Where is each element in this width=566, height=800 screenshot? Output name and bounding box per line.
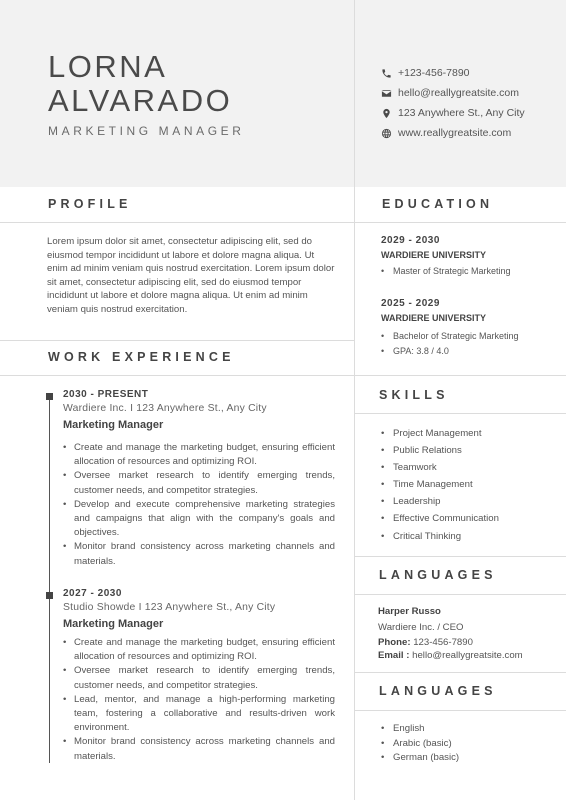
skills-top-divider <box>355 375 566 376</box>
timeline-marker <box>46 592 53 599</box>
job-date: 2030 - PRESENT <box>63 389 149 400</box>
job-company: Studio Showde I 123 Anywhere St., Any City <box>63 602 276 613</box>
list-item: • Oversee market research to identify emerging trends, customer needs, and competitor strategies. <box>63 664 335 692</box>
email-label: Email : <box>378 650 410 661</box>
languages-heading: LANGUAGES <box>379 684 497 698</box>
education-details <box>381 266 511 276</box>
languages-divider <box>355 710 566 711</box>
contact-website <box>381 127 511 139</box>
list-item: • Lead, mentor, and manage a high-performing marketing team, fostering a collaborative and results-driven work environment. <box>63 693 335 736</box>
website-text: www.reallygreatsite.com <box>398 127 512 139</box>
education-divider <box>355 222 566 223</box>
email-text: hello@reallygreatsite.com <box>398 87 519 99</box>
education-heading: EDUCATION <box>382 197 494 211</box>
skills-divider <box>355 413 566 414</box>
skill-item: • Time Management <box>381 476 499 493</box>
job-responsibilities <box>63 441 335 569</box>
name-last: ALVARADO <box>48 83 233 118</box>
list-item: • Monitor brand consistency across marketing channels and materials. <box>63 540 335 568</box>
list-item: • Create and manage the marketing budget, ensuring efficient allocation of resources and optimizing ROI. <box>63 441 335 469</box>
timeline-marker <box>46 393 53 400</box>
reference-phone <box>378 637 473 648</box>
contact-phone <box>381 67 470 79</box>
list-item: • Bachelor of Strategic Marketing <box>381 329 519 344</box>
list-item: • Master of Strategic Marketing <box>381 266 511 276</box>
job-company: Wardiere Inc. I 123 Anywhere St., Any City <box>63 403 267 414</box>
job-role: Marketing Manager <box>63 618 164 630</box>
reference-email <box>378 650 523 661</box>
language-item: • English <box>381 722 459 737</box>
skill-item: • Critical Thinking <box>381 528 499 545</box>
reference-divider <box>355 594 566 595</box>
skill-item: • Public Relations <box>381 442 499 459</box>
contact-address <box>381 107 525 119</box>
education-date: 2029 - 2030 <box>381 235 440 246</box>
skill-item: • Leadership <box>381 493 499 510</box>
languages-list <box>381 722 459 766</box>
work-experience-heading: WORK EXPERIENCE <box>48 350 235 364</box>
job-date: 2027 - 2030 <box>63 588 122 599</box>
list-item: • Develop and execute comprehensive marketing strategies and campaigns that align with the company's goals and objectives. <box>63 498 335 541</box>
column-divider <box>354 0 355 800</box>
education-details <box>381 329 519 359</box>
phone-label: Phone: <box>378 637 411 648</box>
phone-icon <box>381 68 392 79</box>
address-text: 123 Anywhere St., Any City <box>398 107 525 119</box>
list-item: • GPA: 3.8 / 4.0 <box>381 344 519 359</box>
job-role: Marketing Manager <box>63 419 164 431</box>
reference-phone-value: 123-456-7890 <box>413 637 473 648</box>
reference-name: Harper Russo <box>378 606 441 617</box>
job-responsibilities <box>63 636 335 764</box>
skills-heading: SKILLS <box>379 388 449 402</box>
job-title: MARKETING MANAGER <box>48 124 245 138</box>
skill-item: • Effective Communication <box>381 510 499 527</box>
globe-icon <box>381 128 392 139</box>
list-item: • Create and manage the marketing budget, ensuring efficient allocation of resources and optimizing ROI. <box>63 636 335 664</box>
education-date: 2025 - 2029 <box>381 298 440 309</box>
timeline-line <box>49 395 50 763</box>
reference-top-divider <box>355 556 566 557</box>
contact-email <box>381 87 519 99</box>
reference-email-value: hello@reallygreatsite.com <box>412 650 523 661</box>
location-pin-icon <box>381 108 392 119</box>
skills-list <box>381 425 499 545</box>
phone-text: +123-456-7890 <box>398 67 470 79</box>
envelope-icon <box>381 88 392 99</box>
skill-item: • Teamwork <box>381 459 499 476</box>
profile-bottom-divider <box>0 340 354 341</box>
education-school: WARDIERE UNIVERSITY <box>381 313 487 323</box>
languages-top-divider <box>355 672 566 673</box>
list-item: • Oversee market research to identify emerging trends, customer needs, and competitor strategies. <box>63 469 335 497</box>
reference-position: Wardiere Inc. / CEO <box>378 622 464 633</box>
profile-heading: PROFILE <box>48 197 132 211</box>
reference-heading: LANGUAGES <box>379 568 497 582</box>
profile-divider <box>0 222 354 223</box>
language-item: • German (basic) <box>381 751 459 766</box>
work-divider <box>0 375 354 376</box>
list-item: • Monitor brand consistency across marketing channels and materials. <box>63 735 335 763</box>
person-name <box>48 50 232 118</box>
language-item: • Arabic (basic) <box>381 737 459 752</box>
skill-item: • Project Management <box>381 425 499 442</box>
profile-text: Lorem ipsum dolor sit amet, consectetur adipiscing elit, sed do eiusmod tempor incididunt ut labore et dolore magna aliqua. Ut enim ad minim veniam quis nostrud exercitation. Lorem ipsum dolor sit amet, consectetur adipiscing elit, sed do eiusmod tempor incididunt ut labore et dolore magna aliqua. Ut enim ad minim veniam quis nostrud exercitation. <box>47 236 335 315</box>
education-school: WARDIERE UNIVERSITY <box>381 250 487 260</box>
name-first: LORNA <box>48 49 168 84</box>
